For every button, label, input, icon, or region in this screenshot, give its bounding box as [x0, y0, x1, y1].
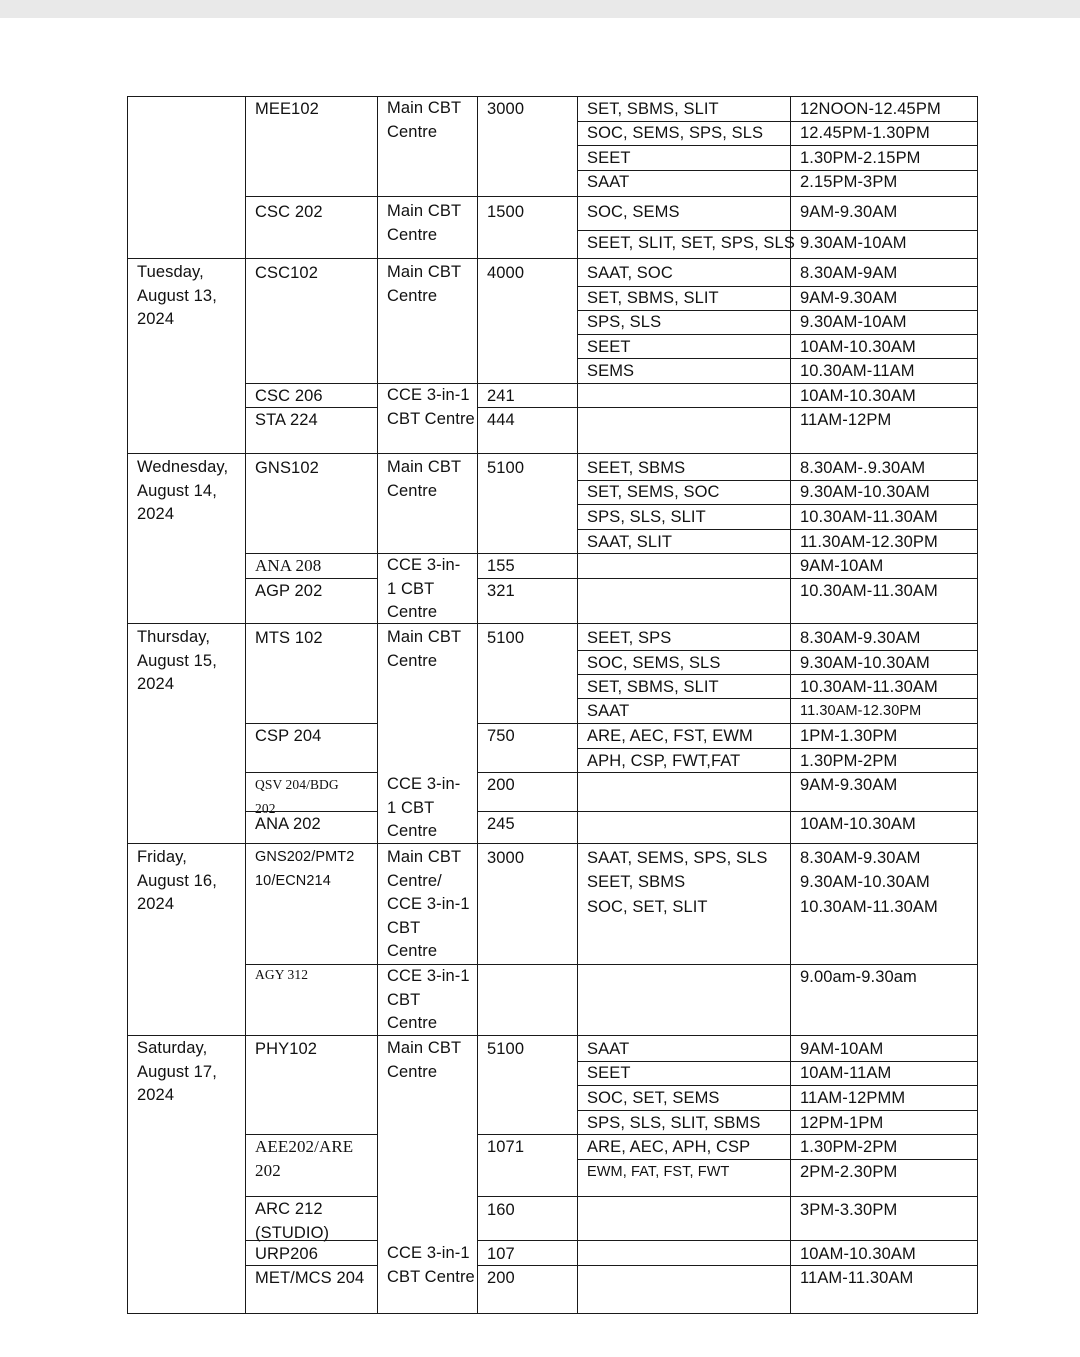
time-slot: 2PM-2.30PM	[800, 1163, 898, 1181]
course-code: AGP 202	[255, 582, 323, 600]
column-border	[477, 96, 478, 1313]
candidate-count: 3000	[487, 100, 525, 118]
time-slot: 9.30AM-10.30AM	[800, 483, 930, 501]
candidate-count: 245	[487, 815, 515, 833]
exam-date: Wednesday, August 14, 2024	[137, 458, 229, 523]
schools: SOC, SET, SEMS	[587, 1089, 720, 1107]
course-code: CSC 206	[255, 387, 323, 405]
schools: SOC, SEMS, SLS	[587, 654, 721, 672]
time-slot: 9AM-9.30AM	[800, 776, 898, 794]
time-slot: 11.30AM-12.30PM	[800, 533, 938, 551]
schools: SET, SBMS, SLIT	[587, 289, 719, 307]
time-slot: 8.30AM-9.30AM	[800, 849, 921, 867]
time-slot: 1.30PM-2.15PM	[800, 149, 921, 167]
time-slot: 12.45PM-1.30PM	[800, 124, 930, 142]
time-slot: 8.30AM-.9.30AM	[800, 459, 926, 477]
course-code: MEE102	[255, 100, 319, 118]
schools: SET, SEMS, SOC	[587, 483, 720, 501]
venue: CCE 3-in-1 CBT Centre	[387, 967, 470, 1032]
time-slot: 11AM-11.30AM	[800, 1269, 914, 1287]
course-code: GNS102	[255, 459, 319, 477]
time-slot: 10.30AM-11.30AM	[800, 508, 938, 526]
schools: SOC, SEMS, SPS, SLS	[587, 124, 764, 142]
schools: SEET	[587, 1064, 631, 1082]
column-border	[977, 96, 978, 1314]
time-slot: 12PM-1PM	[800, 1114, 884, 1132]
course-code: URP206	[255, 1245, 318, 1263]
course-code: MET/MCS 204	[255, 1269, 365, 1287]
time-slot: 2.15PM-3PM	[800, 173, 898, 191]
schools: SPS, SLS	[587, 313, 662, 331]
venue: Main CBT Centre	[387, 458, 461, 500]
row-border	[127, 623, 978, 624]
time-slot: 9.30AM-10.30AM	[800, 873, 930, 891]
candidate-count: 5100	[487, 459, 525, 477]
schools: SOC, SET, SLIT	[587, 898, 708, 916]
course-code: QSV 204/BDG 202	[255, 777, 339, 816]
time-slot: 9AM-10AM	[800, 1040, 884, 1058]
schools: SEET	[587, 149, 631, 167]
row-border	[477, 1196, 978, 1197]
venue: CCE 3-in- 1 CBT Centre	[387, 556, 461, 621]
candidate-count: 155	[487, 557, 515, 575]
schools: SAAT, SLIT	[587, 533, 673, 551]
row-border	[127, 1313, 978, 1314]
candidate-count: 750	[487, 727, 515, 745]
time-slot: 9.30AM-10.30AM	[800, 654, 930, 672]
course-code: STA 224	[255, 411, 318, 429]
candidate-count: 5100	[487, 1040, 525, 1058]
row-border	[245, 1196, 378, 1197]
time-slot: 9.30AM-10AM	[800, 313, 907, 331]
time-slot: 10.30AM-11.30AM	[800, 582, 938, 600]
schools: SAAT	[587, 173, 630, 191]
time-slot: 10.30AM-11AM	[800, 362, 915, 380]
row-border	[577, 334, 978, 335]
venue: Main CBT Centre	[387, 1039, 461, 1081]
time-slot: 9AM-9.30AM	[800, 203, 898, 221]
row-border	[577, 170, 978, 171]
column-border	[127, 96, 128, 1314]
time-slot: 1PM-1.30PM	[800, 727, 898, 745]
course-code: CSC 202	[255, 203, 323, 221]
candidate-count: 160	[487, 1201, 515, 1219]
time-slot: 10AM-11AM	[800, 1064, 892, 1082]
schools: SOC, SEMS	[587, 203, 680, 221]
column-border	[790, 96, 791, 1313]
exam-date: Thursday, August 15, 2024	[137, 628, 217, 693]
course-code: PHY102	[255, 1040, 318, 1058]
row-border	[127, 453, 978, 454]
time-slot: 10AM-10.30AM	[800, 1245, 916, 1263]
schools: SEET, SBMS	[587, 459, 686, 477]
exam-date: Saturday, August 17, 2024	[137, 1039, 217, 1104]
candidate-count: 321	[487, 582, 515, 600]
time-slot: 1.30PM-2PM	[800, 752, 898, 770]
course-code: GNS202/PMT2 10/ECN214	[255, 849, 355, 889]
row-border	[245, 196, 978, 197]
time-slot: 11.30AM-12.30PM	[800, 703, 922, 719]
candidate-count: 3000	[487, 849, 525, 867]
schools: EWM, FAT, FST, FWT	[587, 1164, 730, 1180]
candidate-count: 241	[487, 387, 515, 405]
candidate-count: 200	[487, 1269, 515, 1287]
schools: SAAT	[587, 702, 630, 720]
schools: SAAT	[587, 1040, 630, 1058]
time-slot: 12NOON-12.45PM	[800, 100, 941, 118]
schools: SPS, SLS, SLIT, SBMS	[587, 1114, 761, 1132]
exam-date: Friday, August 16, 2024	[137, 848, 217, 913]
candidate-count: 5100	[487, 629, 525, 647]
schools: SET, SBMS, SLIT	[587, 100, 719, 118]
row-border	[577, 358, 978, 359]
schools: SAAT, SEMS, SPS, SLS	[587, 849, 768, 867]
time-slot: 10.30AM-11.30AM	[800, 678, 938, 696]
venue: Main CBT Centre	[387, 263, 461, 305]
column-border	[577, 96, 578, 1313]
time-slot: 11AM-12PM	[800, 411, 892, 429]
column-border	[245, 96, 246, 1313]
schools: SET, SBMS, SLIT	[587, 678, 719, 696]
schools: ARE, AEC, FST, EWM	[587, 727, 753, 745]
time-slot: 11AM-12PMM	[800, 1089, 906, 1107]
venue: Main CBT Centre	[387, 99, 461, 141]
row-border	[127, 258, 978, 259]
time-slot: 10AM-10.30AM	[800, 815, 916, 833]
course-code: CSC102	[255, 264, 318, 282]
time-slot: 8.30AM-9AM	[800, 264, 898, 282]
schools: SPS, SLS, SLIT	[587, 508, 706, 526]
candidate-count: 1500	[487, 203, 525, 221]
schools: SEET, SPS	[587, 629, 672, 647]
row-border	[477, 1240, 978, 1241]
exam-date: Tuesday, August 13, 2024	[137, 263, 217, 328]
venue: CCE 3-in-1 CBT Centre	[387, 1244, 475, 1286]
venue: CCE 3-in- 1 CBT Centre	[387, 775, 461, 840]
course-code: ANA 202	[255, 815, 321, 833]
row-border	[577, 1061, 978, 1062]
schools: SEET	[587, 338, 631, 356]
schools: ARE, AEC, APH, CSP	[587, 1138, 751, 1156]
schools: SAAT, SOC	[587, 264, 673, 282]
candidate-count: 4000	[487, 264, 525, 282]
column-border	[377, 96, 378, 1313]
time-slot: 1.30PM-2PM	[800, 1138, 898, 1156]
course-code: ARC 212 (STUDIO)	[255, 1200, 330, 1242]
time-slot: 10AM-10.30AM	[800, 387, 916, 405]
course-code: ANA 208	[255, 556, 322, 575]
time-slot: 9AM-9.30AM	[800, 289, 898, 307]
course-code: CSP 204	[255, 727, 322, 745]
time-slot: 9AM-10AM	[800, 557, 884, 575]
schools: SEET, SLIT, SET, SPS, SLS	[587, 234, 795, 252]
candidate-count: 1071	[487, 1138, 525, 1156]
course-code: MTS 102	[255, 629, 323, 647]
schools: APH, CSP, FWT,FAT	[587, 752, 741, 770]
time-slot: 10.30AM-11.30AM	[800, 898, 938, 916]
course-code: AEE202/ARE 202	[255, 1137, 354, 1180]
venue: CCE 3-in-1 CBT Centre	[387, 386, 475, 428]
row-border	[127, 843, 978, 844]
venue: Main CBT Centre	[387, 628, 461, 670]
schools: SEET, SBMS	[587, 873, 686, 891]
row-border	[127, 1035, 978, 1036]
time-slot: 9.30AM-10AM	[800, 234, 907, 252]
schools: SEMS	[587, 362, 635, 380]
time-slot: 8.30AM-9.30AM	[800, 629, 921, 647]
time-slot: 10AM-10.30AM	[800, 338, 916, 356]
course-code: AGY 312	[255, 967, 309, 982]
time-slot: 3PM-3.30PM	[800, 1201, 898, 1219]
time-slot: 9.00am-9.30am	[800, 968, 917, 986]
venue: Main CBT Centre/ CCE 3-in-1 CBT Centre	[387, 848, 470, 960]
candidate-count: 107	[487, 1245, 515, 1263]
candidate-count: 444	[487, 411, 515, 429]
candidate-count: 200	[487, 776, 515, 794]
venue: Main CBT Centre	[387, 202, 461, 244]
